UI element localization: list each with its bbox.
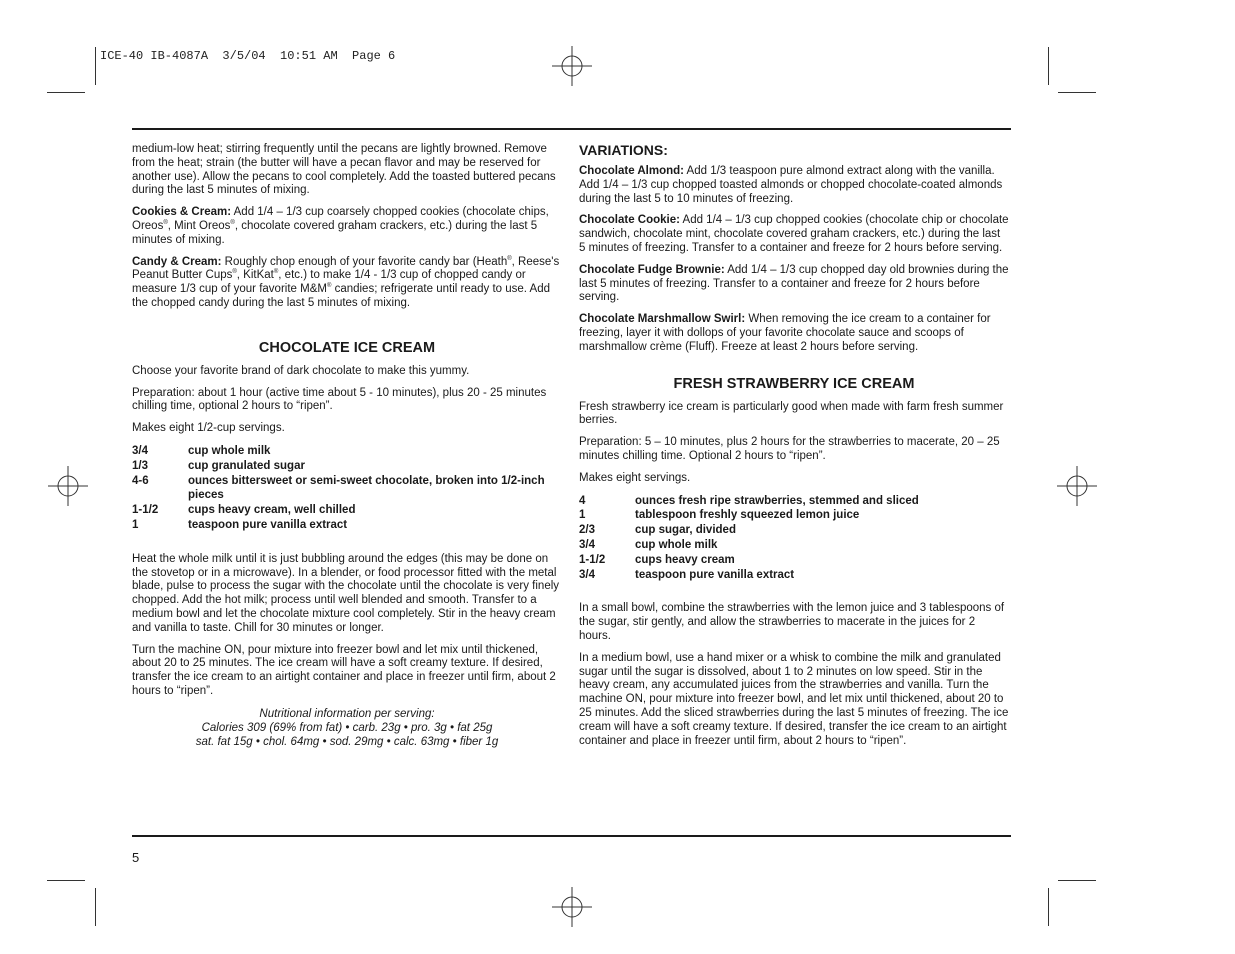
cookies-cream-title: Cookies & Cream: [132,206,232,219]
ingredient-row: 1/3 cup granulated sugar [132,459,305,472]
crop-mark-br-v [1048,888,1049,926]
crop-mark-bl-h [47,880,85,881]
ingredient-row: 1-1/2 cups heavy cream [579,553,735,566]
chocolate-recipe-title: CHOCOLATE ICE CREAM [258,339,436,356]
strawberry-prep-time: Preparation: 5 – 10 minutes, plus 2 hours for the strawberries to macerate, 20 – 25 minutes chilling time. Optional 2 hours to “ripen”. [579,436,1000,462]
crop-mark-tl-v [95,47,96,85]
variation-chocolate-marshmallow-swirl: Chocolate Marshmallow Swirl: When removing the ice cream to a container for freezing, layer it with dollops of your favorite chocolate sauce and scoops of marshmallow crème (Fluff). Freeze at least 2 hours before serving. [579,313,991,353]
nutrition-info: Nutritional information per serving: Calories 309 (69% from fat) • carb. 23g • pro. 3g • fat 25g sat. fat 15g • chol. 64mg • sod. 29mg • calc. 63mg • fiber 1g [195,707,499,748]
strawberry-step-2: In a medium bowl, use a hand mixer or a whisk to combine the milk and granulated sugar until the sugar is dissolved, about 1 to 2 minutes on low speed. Stir in the heavy cream, any accumulated juices from the strawberries and vanilla. Turn the machine ON, pour mixture into freezer bowl, and let mix until thickened, about 20 to 25 minutes. Add the sliced strawberries during the last 5 minutes of freezing. The ice cream will have a soft creamy texture. If desired, transfer the ice cream to an airtight container and place in freezer until firm, about 2 hours to “ripen”. [579,651,1009,747]
crop-mark-tl-h [47,92,85,93]
page-number: 5 [132,850,140,865]
crop-mark-tr-h [1058,92,1096,93]
registration-mark-left [48,466,88,506]
ingredient-row: 1 tablespoon freshly squeezed lemon juice [579,509,860,522]
ingredient-row: 3/4 cup whole milk [132,444,271,457]
crop-mark-bl-v [95,888,96,926]
chocolate-step-2: Turn the machine ON, pour mixture into freezer bowl and let mix until thickened, about 20 to 25 minutes. The ice cream will have a soft creamy texture. If desired, transfer the ice cream to an airtight container and place in freezer until firm, about 2 hours to “ripen”. [132,643,556,697]
variation-chocolate-cookie: Chocolate Cookie: Add 1/4 – 1/3 cup chopped cookies (chocolate chip or chocolate sandwich, chocolate mint, chocolate covered graham crackers, etc.) during the last 5 minutes of freezing. Transfer to a container and freeze for 2 hours before serving. [579,214,1009,254]
variation-chocolate-fudge-brownie: Chocolate Fudge Brownie: Add 1/4 – 1/3 cup chopped day old brownies during the last 5 minutes of freezing. Transfer to a container and freeze for 2 hours before serving. [579,263,1009,304]
candy-cream-title: Candy & Cream: [132,255,222,268]
ingredient-row: 4-6 ounces bittersweet or semi-sweet chocolate, broken into 1/2-inch pieces [132,474,545,502]
ingredient-row: 3/4 cup whole milk [579,538,718,551]
chocolate-recipe-intro: Choose your favorite brand of dark chocolate to make this yummy. [132,364,470,377]
crop-mark-tr-v [1048,47,1049,85]
ingredient-row: 1-1/2 cups heavy cream, well chilled [132,504,356,517]
registration-mark-bottom [552,887,592,927]
candy-cream-paragraph: Candy & Cream: Roughly chop enough of your favorite candy bar (Heath®, Reese's Peanut Butter Cups®, KitKat®, etc.) to make 1/4 - 1/3 cup of chopped candy or measure 1/3 cup of your favorite M&M® candies; refrigerate until ready to use. Add the chopped candy during the last 5 minutes of mixing. [132,255,560,309]
footer-rule [132,835,1011,837]
variations-title: VARIATIONS: [579,142,668,158]
registration-mark-top [552,46,592,86]
strawberry-ingredients-list [579,494,1009,583]
strawberry-step-1: In a small bowl, combine the strawberries with the lemon juice and 3 tablespoons of the sugar, stir gently, and allow the strawberries to macerate in the juices for 2 hours. [579,602,1005,642]
intro-paragraph: medium-low heat; stirring frequently until the pecans are lightly browned. Remove from the heat; strain (the butter will have a pecan flavor and may be reserved for another use). Allow the pecans to cool completely. Add the toasted buttered pecans during the last 5 minutes of mixing. [132,143,556,197]
right-column [579,142,1009,756]
strawberry-recipe-intro: Fresh strawberry ice cream is particularly good when made with farm fresh summer berries. [579,400,1004,427]
header-rule [132,128,1011,130]
chocolate-servings: Makes eight 1/2-cup servings. [132,422,285,435]
ingredient-row: 2/3 cup sugar, divided [579,524,736,537]
chocolate-ingredients-list [132,444,562,533]
chocolate-prep-time: Preparation: about 1 hour (active time about 5 - 10 minutes), plus 20 - 25 minutes chilling time, optional 2 hours to “ripen”. [132,386,547,413]
chocolate-step-1: Heat the whole milk until it is just bubbling around the edges (this may be done on the stovetop or in a microwave). In a blender, or food processor fitted with the metal blade, pulse to process the sugar with the chocolate until the chocolate is very finely chopped. Add the hot milk; process until well blended and smooth. Transfer to a medium bowl and let the chocolate mixture cool completely. Stir in the heavy cream and vanilla to taste. Chill for 30 minutes or longer. [132,552,560,634]
print-slug: ICE-40 IB-4087A 3/5/04 10:51 AM Page 6 [100,49,396,63]
crop-mark-br-h [1058,880,1096,881]
strawberry-recipe-title: FRESH STRAWBERRY ICE CREAM [673,375,915,392]
registration-mark-right [1057,466,1097,506]
strawberry-servings: Makes eight servings. [579,471,691,484]
ingredient-row: 1 teaspoon pure vanilla extract [132,518,348,531]
left-column [132,143,562,749]
cookies-cream-paragraph: Cookies & Cream: Add 1/4 – 1/3 cup coarsely chopped cookies (chocolate chips, Oreos®, Mint Oreos®, chocolate covered graham crackers, etc.) during the last 5 minutes of mixing. [132,206,549,246]
variation-chocolate-almond: Chocolate Almond: Add 1/3 teaspoon pure almond extract along with the vanilla. Add 1/4 – 1/3 cup chopped toasted almonds or chopped chocolate-coated almonds during the last 5 to 10 minutes of freezing. [579,165,1003,205]
ingredient-row: 4 ounces fresh ripe strawberries, stemmed and sliced [579,494,919,507]
ingredient-row: 3/4 teaspoon pure vanilla extract [579,568,795,581]
